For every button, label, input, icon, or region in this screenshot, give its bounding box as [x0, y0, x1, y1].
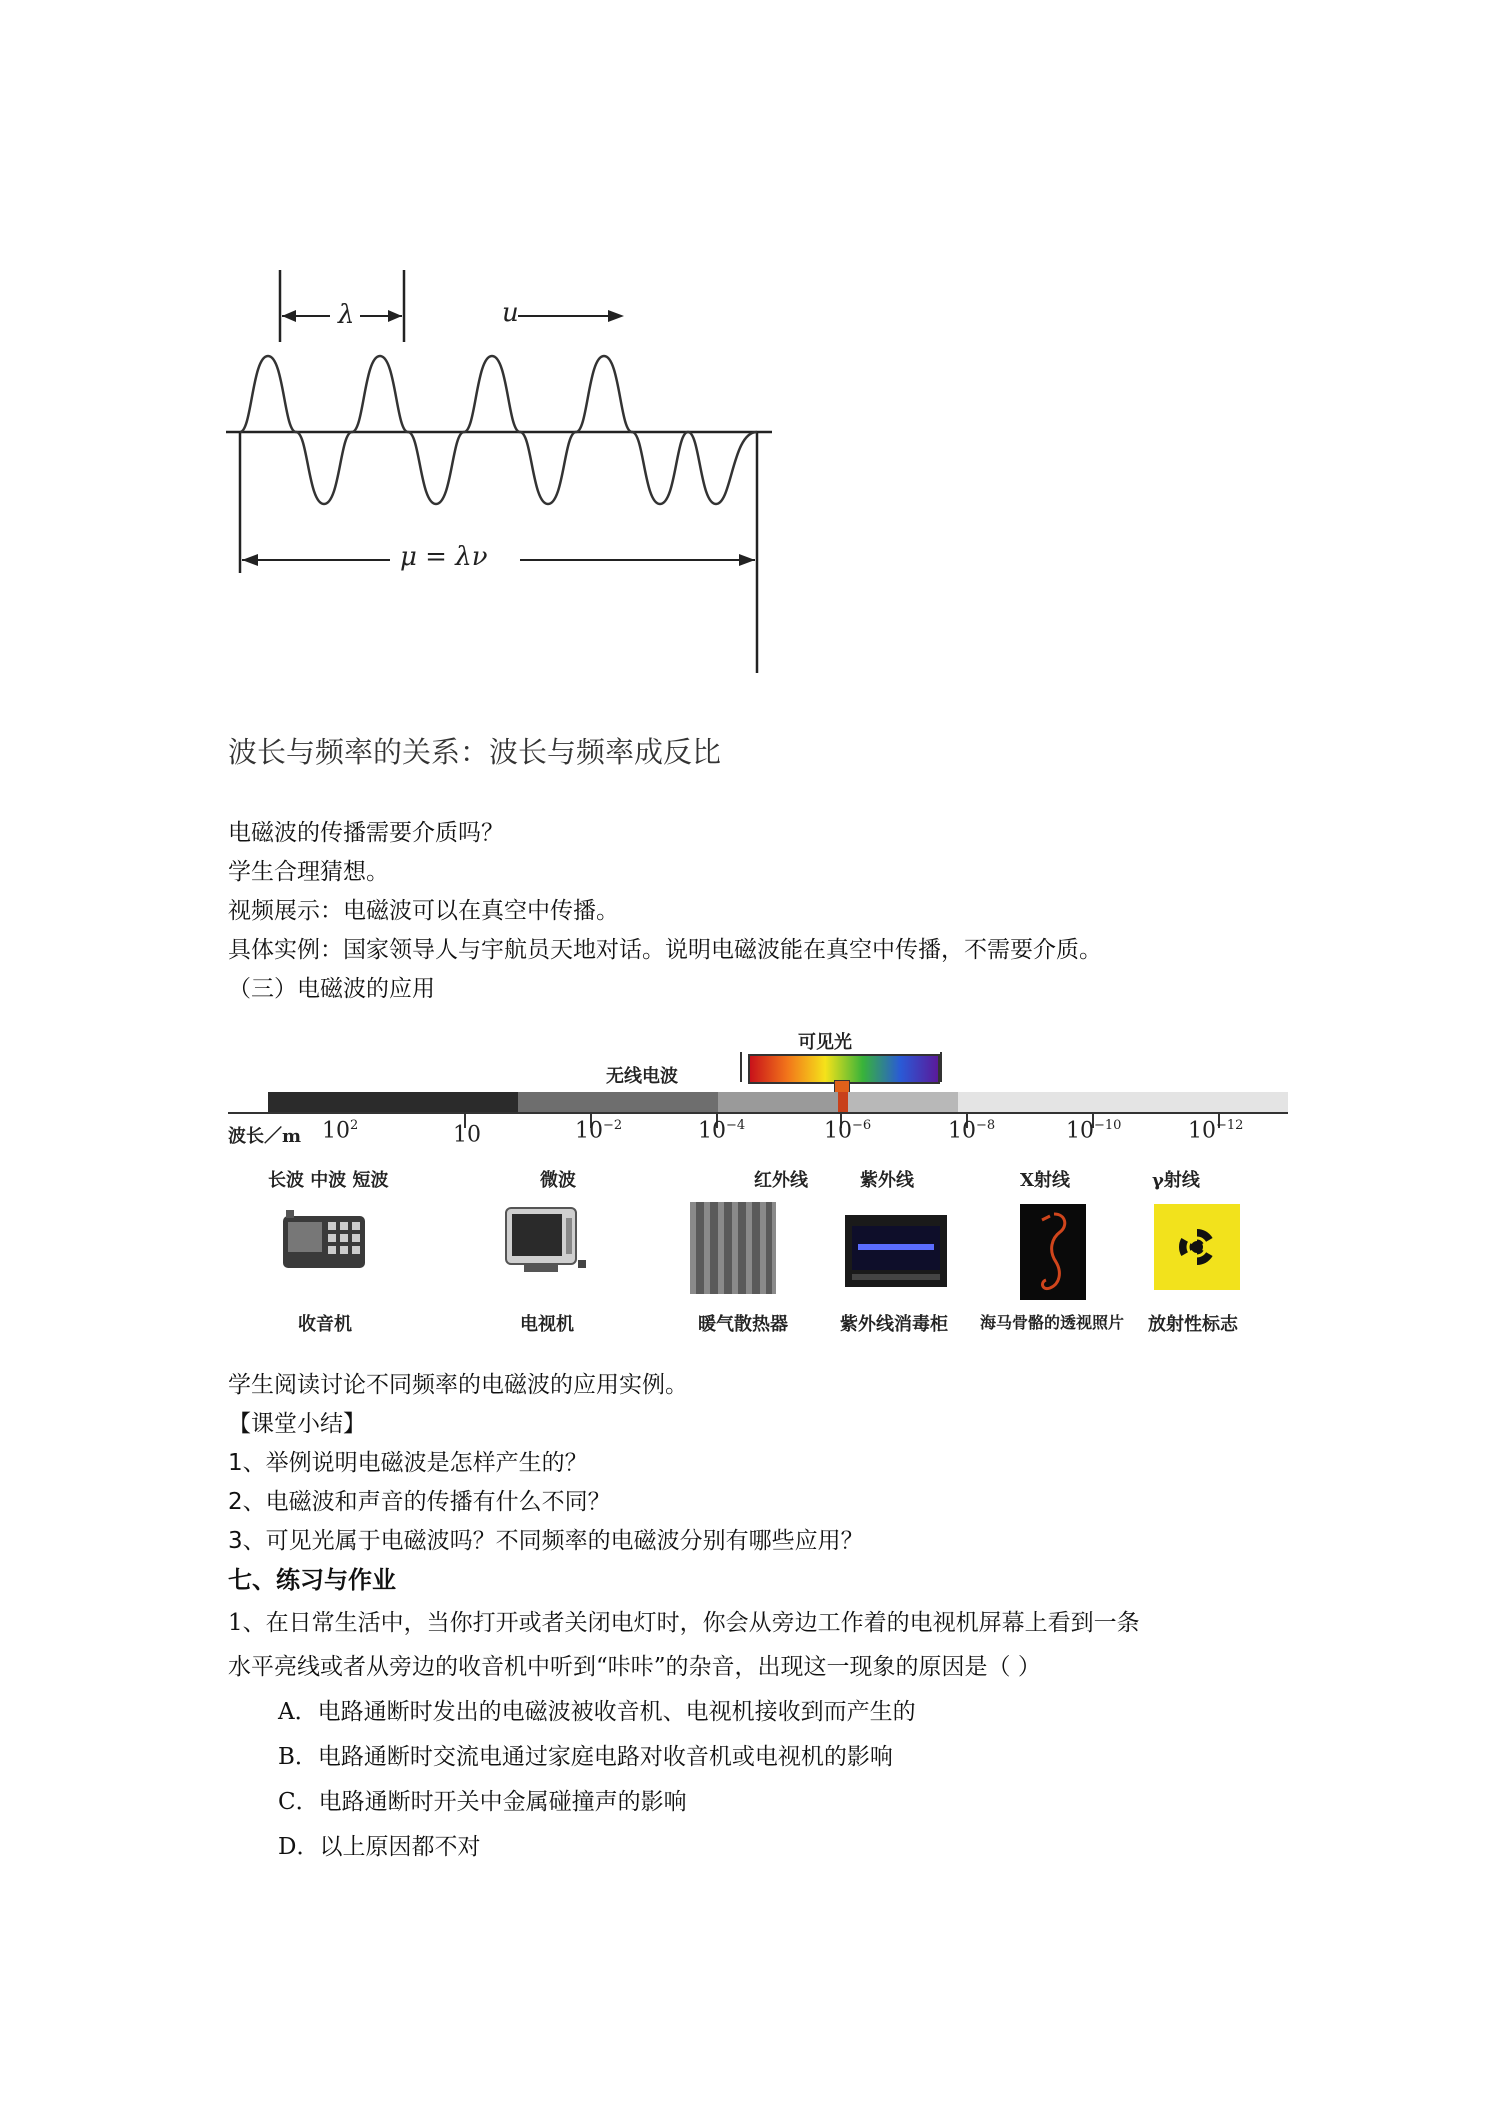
band-ir [718, 1092, 838, 1112]
section-three-title: （三）电磁波的应用 [228, 976, 435, 1002]
radiation-symbol-icon [1154, 1204, 1240, 1290]
video-demo: 视频展示：电磁波可以在真空中传播。 [228, 898, 619, 924]
em-spectrum-figure [228, 1008, 1288, 1348]
radiator-icon [688, 1198, 778, 1298]
summary-item-3: 3、可见光属于电磁波吗？不同频率的电磁波分别有哪些应用？ [228, 1528, 864, 1554]
visible-light-label: 可见光 [798, 1032, 852, 1053]
category-gamma: γ射线 [1152, 1170, 1200, 1191]
tick-label: $10^{-6}$ [824, 1118, 872, 1144]
category-microwave: 微波 [540, 1170, 576, 1191]
summary-title: 【课堂小结】 [228, 1411, 366, 1437]
tick-label: $10^{-10}$ [1066, 1118, 1122, 1144]
question-medium: 电磁波的传播需要介质吗？ [228, 820, 504, 846]
band-xgamma [958, 1092, 1288, 1112]
tick-label: $10^2$ [322, 1118, 359, 1144]
category-ultraviolet: 紫外线 [860, 1170, 914, 1191]
option-b: B．电路通断时交流电通过家庭电路对收音机或电视机的影响 [278, 1744, 893, 1770]
band-uv [848, 1092, 958, 1112]
visible-bracket-right [940, 1052, 942, 1082]
summary-item-2: 2、电磁波和声音的传播有什么不同？ [228, 1489, 611, 1515]
device-tv: 电视机 [520, 1314, 574, 1335]
tv-icon [504, 1204, 588, 1276]
velocity-label: u [502, 298, 519, 328]
device-radiation-sign: 放射性标志 [1148, 1314, 1238, 1335]
seahorse-xray-icon [1020, 1204, 1086, 1300]
spectrum-axis [228, 1112, 1288, 1114]
band-micro [518, 1092, 718, 1112]
lambda-label: λ [338, 300, 355, 330]
relation-heading: 波长与频率的关系：波长与频率成反比 [228, 735, 722, 769]
question-line-2: 水平亮线或者从旁边的收音机中听到“咔咔”的杂音，出现这一现象的原因是（ ） [228, 1654, 1041, 1680]
uv-cabinet-icon [844, 1214, 948, 1288]
wave-diagram [220, 268, 780, 688]
band-long [268, 1092, 518, 1112]
tick-label: $10^{-4}$ [698, 1118, 746, 1144]
concrete-example: 具体实例：国家领导人与宇航员天地对话。说明电磁波能在真空中传播，不需要介质。 [228, 937, 1102, 963]
sine-wave [240, 356, 757, 504]
category-radio: 长波 中波 短波 [268, 1170, 389, 1191]
summary-item-1: 1、举例说明电磁波是怎样产生的？ [228, 1450, 588, 1476]
axis-label: 波长／m [228, 1126, 302, 1147]
option-d: D．以上原因都不对 [278, 1834, 481, 1860]
tick-label: 10 [453, 1122, 481, 1148]
visible-bracket-left [740, 1052, 742, 1082]
option-a: A．电路通断时发出的电磁波被收音机、电视机接收到而产生的 [278, 1699, 916, 1725]
wave-svg [220, 268, 780, 688]
tick-label: $10^{-12}$ [1188, 1118, 1244, 1144]
category-xray: X射线 [1020, 1170, 1070, 1191]
tick-label: $10^{-2}$ [575, 1118, 623, 1144]
band-visible [838, 1092, 848, 1112]
device-seahorse-xray: 海马骨骼的透视照片 [980, 1313, 1125, 1332]
student-guess: 学生合理猜想。 [228, 859, 389, 885]
tick-label: $10^{-8}$ [948, 1118, 996, 1144]
device-radiator: 暖气散热器 [698, 1314, 788, 1335]
radio-waves-label: 无线电波 [606, 1066, 678, 1087]
discuss-line: 学生阅读讨论不同频率的电磁波的应用实例。 [228, 1372, 688, 1398]
category-infrared: 红外线 [754, 1170, 808, 1191]
radio-icon [282, 1208, 366, 1270]
question-line-1: 1、在日常生活中，当你打开或者关闭电灯时，你会从旁边工作着的电视机屏幕上看到一条 [228, 1610, 1140, 1636]
device-uv-cabinet: 紫外线消毒柜 [840, 1314, 948, 1335]
device-radio: 收音机 [298, 1314, 352, 1335]
formula-label: μ = λν [400, 542, 488, 572]
exercise-title: 七、练习与作业 [228, 1566, 396, 1594]
option-c: C．电路通断时开关中金属碰撞声的影响 [278, 1789, 687, 1815]
